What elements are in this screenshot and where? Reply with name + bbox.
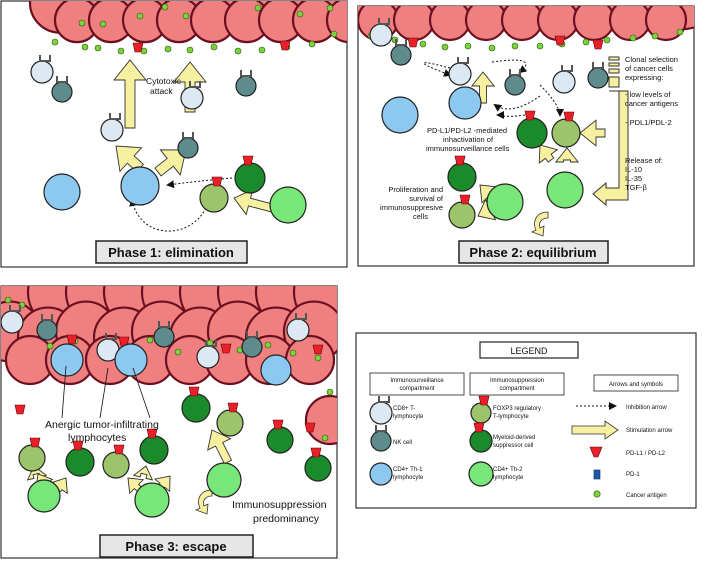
release-2: IL-10 xyxy=(625,165,643,174)
pdl1-symbol xyxy=(243,156,253,165)
cancer-antigen xyxy=(322,435,328,441)
cd8-t-lymphocyte xyxy=(370,24,392,46)
cancer-antigen xyxy=(489,45,495,51)
cd4-th1-lymphocyte xyxy=(261,355,291,385)
pdl1-symbol xyxy=(313,345,323,354)
cancer-antigen xyxy=(331,31,337,37)
cancer-antigen xyxy=(47,343,53,349)
nk-cell xyxy=(236,76,256,96)
cancer-antigen xyxy=(165,46,171,52)
cancer-antigen xyxy=(465,43,471,49)
legend-col1-h1: Immunosurveillance xyxy=(390,378,444,384)
myeloid-derived-suppressor-cell xyxy=(470,430,492,452)
pdl1-symbol xyxy=(460,195,470,204)
cytotoxic-label-1: Cytotoxic xyxy=(146,76,181,86)
phase2-tumor-cell xyxy=(430,0,470,40)
cancer-antigen xyxy=(327,5,333,11)
cancer-antigen xyxy=(118,48,124,54)
pdl1-symbol xyxy=(280,41,290,50)
phase3-title: Phase 3: escape xyxy=(125,539,227,554)
inactivation-3: immunosurveillance cells xyxy=(426,144,510,153)
clonal-line-1: Clonal selection xyxy=(625,55,678,64)
phase3-tumor-cell xyxy=(306,396,354,444)
cancer-antigen xyxy=(265,342,271,348)
pdl1-symbol xyxy=(228,403,238,412)
legend-inhibition: Inhibition arrow xyxy=(626,405,667,411)
cd8-t-lymphocyte xyxy=(1,311,23,333)
nk-cell xyxy=(52,82,72,102)
cancer-antigen xyxy=(137,13,143,19)
legend-th2-2: lymphocyte xyxy=(493,475,524,481)
clonal-line-2: of cancer cells xyxy=(625,64,673,73)
legend-th2-1: CD4+ Th-2 xyxy=(493,467,523,473)
pdl1-symbol xyxy=(564,112,574,121)
nk-cell xyxy=(178,138,198,158)
proliferation-4: cells xyxy=(412,212,428,221)
cancer-antigen xyxy=(79,20,85,26)
cd4-th1-lymphocyte xyxy=(44,174,80,210)
phase2-title-box xyxy=(459,241,608,263)
cancer-antigen xyxy=(537,43,543,49)
cancer-antigen xyxy=(187,47,193,53)
myeloid-derived-suppressor-cell xyxy=(267,427,293,453)
pdl1-symbol xyxy=(593,40,603,49)
phase2-title: Phase 2: equilibrium xyxy=(469,245,597,260)
cancer-antigen xyxy=(52,39,58,45)
phase3-title-box xyxy=(100,535,253,557)
legend-mdsc-2: suppressor cell xyxy=(493,443,534,449)
cancer-antigen xyxy=(583,39,589,45)
legend-mdsc-1: Myeloid-derived xyxy=(493,435,536,441)
myeloid-derived-suppressor-cell xyxy=(448,163,476,191)
pdl1-symbol xyxy=(30,438,40,447)
pdl1-symbol xyxy=(305,423,315,432)
cd4-th2-lymphocyte xyxy=(135,483,169,517)
pdl1-symbol xyxy=(221,344,231,353)
cd8-t-lymphocyte xyxy=(101,119,123,141)
cancer-antigen xyxy=(290,350,296,356)
foxp3-regulatory-t-lymphocyte xyxy=(103,452,129,478)
legend-col2-h2: compartment xyxy=(499,386,535,392)
cancer-antigen xyxy=(82,44,88,50)
cd4-th2-lymphocyte xyxy=(207,463,241,497)
legend-foxp3-1: FOXP3 regulatory xyxy=(493,406,542,412)
phase2-tumor-cell xyxy=(610,0,650,40)
foxp3-regulatory-t-lymphocyte xyxy=(449,202,475,228)
legend-col2-h1: Immunosuppression xyxy=(489,378,545,384)
phase1-title-box xyxy=(96,241,247,263)
legend-th1-2: lymphocyte xyxy=(393,475,424,481)
cd8-t-lymphocyte xyxy=(181,87,203,109)
release-4: TGF-β xyxy=(625,183,647,192)
legend-nk: NK cell xyxy=(393,440,413,446)
legend-pd1-symbol xyxy=(594,470,600,479)
proliferation-1: Proliferation and xyxy=(388,185,443,194)
clonal-line-3: expressing: xyxy=(625,73,664,82)
legend-pdl1: PD-L1 / PD-L2 xyxy=(626,451,666,457)
nk-cell xyxy=(588,68,608,88)
release-3: IL-35 xyxy=(625,174,643,183)
foxp3-regulatory-t-lymphocyte xyxy=(217,410,243,436)
cancer-antigen xyxy=(442,44,448,50)
legend-cd8-2: lymphocyte xyxy=(393,414,424,420)
legend-title: LEGEND xyxy=(510,346,548,356)
pdl1-symbol xyxy=(479,396,489,405)
cd4-th2-lymphocyte xyxy=(28,480,60,512)
legend-col1-h2: compartment xyxy=(399,386,435,392)
pdl1-symbol xyxy=(311,448,321,457)
legend-antigen-symbol xyxy=(594,491,600,497)
myeloid-derived-suppressor-cell xyxy=(140,436,168,464)
cd8-t-lymphocyte xyxy=(31,61,53,83)
cd8-t-lymphocyte xyxy=(197,346,219,368)
phase2-tumor-cell xyxy=(394,0,434,40)
phase2-tumor-cell xyxy=(574,0,614,40)
legend-cd8-1: CD8+ T- xyxy=(393,406,416,412)
nk-cell xyxy=(242,337,262,357)
pdl1-symbol xyxy=(189,387,199,396)
nk-cell xyxy=(391,45,411,65)
cancer-antigen xyxy=(255,5,261,11)
proliferation-2: survival of xyxy=(409,194,443,203)
pdl1-symbol xyxy=(67,335,77,344)
cd4-th2-lymphocyte xyxy=(487,184,523,220)
cancer-antigen xyxy=(630,35,636,41)
cancer-antigen xyxy=(309,41,315,47)
cancer-antigen xyxy=(147,337,153,343)
myeloid-derived-suppressor-cell xyxy=(305,455,331,481)
cancer-antigen xyxy=(652,33,658,39)
myeloid-derived-suppressor-cell xyxy=(235,163,265,193)
cancer-antigen xyxy=(183,13,189,19)
anergic-2: lymphocytes xyxy=(68,432,127,444)
cancer-antigen xyxy=(297,11,303,17)
cancer-antigen xyxy=(211,44,217,50)
cd4-th1-lymphocyte xyxy=(449,87,481,119)
cd8-t-lymphocyte xyxy=(287,319,309,341)
cd4-th1-lymphocyte xyxy=(115,344,147,376)
phase1-title: Phase 1: elimination xyxy=(108,245,234,260)
pdl1-symbol xyxy=(273,420,283,429)
cancer-antigen xyxy=(259,47,265,53)
legend-panel xyxy=(356,333,696,508)
cancer-antigen xyxy=(175,349,181,355)
pdl1-symbol xyxy=(114,445,124,454)
myeloid-derived-suppressor-cell xyxy=(182,394,210,422)
cancer-antigen xyxy=(512,43,518,49)
nk-cell xyxy=(371,431,391,451)
cd8-t-lymphocyte xyxy=(370,402,392,424)
proliferation-3: immunosuppresive xyxy=(380,203,443,212)
nk-cell xyxy=(154,327,174,347)
foxp3-regulatory-t-lymphocyte xyxy=(19,445,45,471)
cancer-antigen xyxy=(162,4,168,10)
phase3-tumor-cell xyxy=(286,336,334,384)
foxp3-regulatory-t-lymphocyte xyxy=(471,403,491,423)
cancer-antigen xyxy=(95,45,101,51)
low-levels-1: - low levels of xyxy=(625,90,671,99)
pdl1-symbol xyxy=(212,177,222,186)
pdl1-symbol xyxy=(525,111,535,120)
predominancy-1: Immunosuppression xyxy=(232,499,327,511)
pdl1-symbol xyxy=(474,423,484,432)
pdl1-symbol xyxy=(133,43,143,52)
legend-th1-1: CD4+ Th-1 xyxy=(393,467,423,473)
cd4-th2-lymphocyte xyxy=(547,172,583,208)
cancer-antigen xyxy=(100,21,106,27)
pdl1-symbol xyxy=(455,156,465,165)
low-levels-2: cancer antigens xyxy=(625,99,678,108)
pdl1-symbol xyxy=(408,38,418,47)
phase2-tumor-cell xyxy=(502,0,542,40)
nk-cell xyxy=(37,320,57,340)
legend-stimulation: Stimulation arrow xyxy=(626,428,673,434)
myeloid-derived-suppressor-cell xyxy=(517,118,547,148)
phase2-tumor-cell xyxy=(466,0,506,40)
nk-cell xyxy=(505,75,525,95)
cd8-t-lymphocyte xyxy=(553,71,575,93)
cytotoxic-label-2: attack xyxy=(150,86,173,96)
phase2-tumor-cell xyxy=(538,0,578,40)
cd4-th1-lymphocyte xyxy=(370,463,392,485)
cancer-antigen xyxy=(5,297,11,303)
cd4-th1-lymphocyte xyxy=(121,167,159,205)
legend-antigen: Cancer antigen xyxy=(626,493,667,499)
legend-col3-h: Arrows and symbols xyxy=(608,382,664,388)
release-1: Release of: xyxy=(625,156,663,165)
cancer-antigen xyxy=(235,48,241,54)
cd4-th2-lymphocyte xyxy=(469,462,493,486)
pdl1-symbol xyxy=(555,36,565,45)
cd4-th2-lymphocyte xyxy=(270,187,306,223)
anergic-1: Anergic tumor-infiltrating xyxy=(45,419,159,431)
myeloid-derived-suppressor-cell xyxy=(66,448,94,476)
pdl1-symbol xyxy=(15,405,25,414)
inactivation-1: PD-L1/PD-L2 -mediated xyxy=(427,126,508,135)
cd4-th1-lymphocyte xyxy=(382,97,418,133)
foxp3-regulatory-t-lymphocyte xyxy=(200,184,228,212)
pdl-label: - PDL1/PDL-2 xyxy=(625,118,672,127)
cancer-antigen xyxy=(677,29,683,35)
predominancy-2: predominancy xyxy=(253,513,319,525)
cancer-antigen xyxy=(604,37,610,43)
cd4-th1-lymphocyte xyxy=(51,344,83,376)
legend-foxp3-2: T-lymphocyte xyxy=(493,414,529,420)
cancer-antigen xyxy=(315,355,321,361)
legend-pd1: PD-1 xyxy=(626,472,640,478)
cd8-t-lymphocyte xyxy=(449,63,471,85)
cancer-antigen xyxy=(327,389,333,395)
cancer-antigen xyxy=(420,41,426,47)
inactivation-2: inhactivation of xyxy=(443,135,494,144)
foxp3-regulatory-t-lymphocyte xyxy=(552,119,580,147)
